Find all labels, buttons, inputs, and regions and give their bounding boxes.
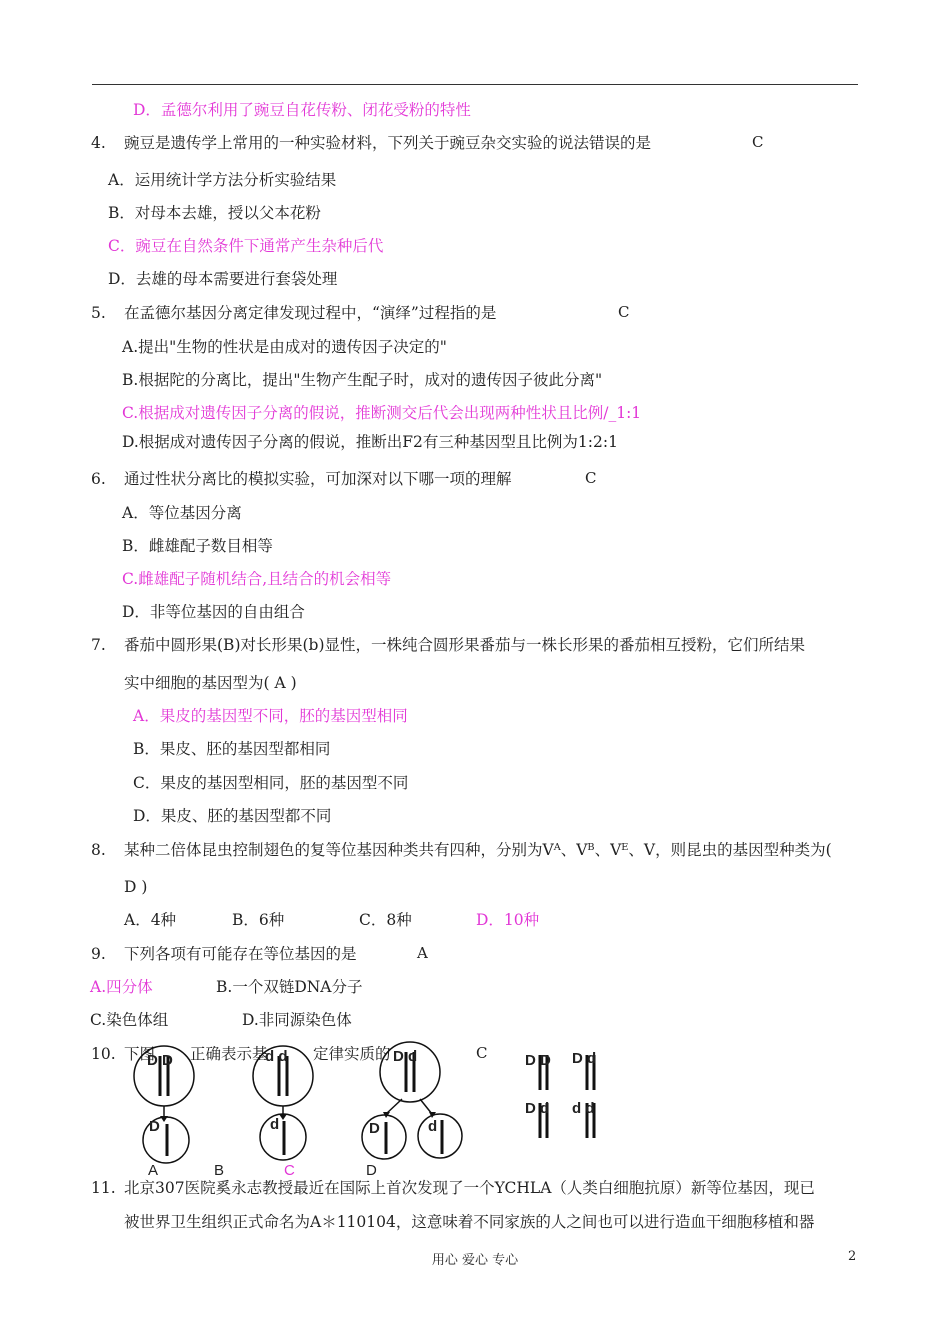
q4-option-c: C．豌豆在自然条件下通常产生杂种后代 <box>108 237 384 255</box>
page-number: 2 <box>848 1249 857 1264</box>
q5-number: 5. <box>91 304 106 322</box>
fig-label-c: C <box>284 1162 295 1179</box>
q9-number: 9. <box>91 945 106 963</box>
q8-number: 8. <box>91 841 106 859</box>
fig-b-parent-genes: d d <box>265 1048 288 1065</box>
q4-option-d: D．去雄的母本需要进行套袋处理 <box>108 270 338 288</box>
q6-option-a: A．等位基因分离 <box>122 504 242 522</box>
q10-number: 10. <box>91 1045 116 1063</box>
page-footer: 用心 爱心 专心 <box>431 1253 519 1268</box>
q9-answer: A <box>417 944 428 962</box>
q7-stem-line1: 番茄中圆形果(B)对长形果(b)显性，一株纯合圆形果番茄与一株长形果的番茄相互授粉，它们所结果 <box>124 636 806 654</box>
q8-option-a: A．4种 <box>124 911 177 929</box>
q8-stem-line1: 某种二倍体昆虫控制翅色的复等位基因种类共有四种，分别为Vᴬ、Vᴮ、Vᴱ、V，则昆虫的基因型种类为( <box>124 841 832 859</box>
q9-option-c: C.染色体组 <box>90 1011 169 1029</box>
q5-option-b: B.根据陀的分离比，提出"生物产生配子时，成对的遗传因子彼此分离" <box>122 371 603 389</box>
q5-answer: C <box>618 303 630 321</box>
q9-option-b: B.一个双链DNA分子 <box>216 978 363 996</box>
q4-option-b: B．对母本去雄，授以父本花粉 <box>108 204 321 222</box>
q4-number: 4. <box>91 134 106 152</box>
q7-option-b: B．果皮、胚的基因型都相同 <box>133 740 331 758</box>
q7-option-a: A．果皮的基因型不同，胚的基因型相同 <box>133 707 408 725</box>
q8-stem-line2: D ) <box>124 878 148 896</box>
q10-stem-part1: 下图 <box>124 1045 156 1063</box>
fig-b-daughter-gene: d <box>270 1116 280 1133</box>
q9-option-d: D.非同源染色体 <box>242 1011 352 1029</box>
fig-a-daughter-gene: D <box>149 1118 160 1135</box>
q6-answer: C <box>585 469 597 487</box>
q6-number: 6. <box>91 470 106 488</box>
q8-option-d: D．10种 <box>476 911 540 929</box>
fig-c-daughter-left-gene: D <box>369 1120 380 1137</box>
q5-option-a: A.提出"生物的性状是由成对的遗传因子决定的" <box>122 338 447 356</box>
q7-stem-line2: 实中细胞的基因型为( A ) <box>124 674 297 692</box>
fig-c-parent-genes: D d <box>393 1048 418 1065</box>
q5-stem: 在孟德尔基因分离定律发现过程中，“演绎”过程指的是 <box>124 304 497 322</box>
fig-a-parent-genes: D D <box>147 1052 173 1069</box>
q11-number: 11. <box>91 1179 116 1197</box>
q6-stem: 通过性状分离比的模拟实验，可加深对以下哪一项的理解 <box>124 470 512 488</box>
fig-d-pair-3: D d <box>525 1100 550 1117</box>
q4-answer: C <box>752 133 764 151</box>
q11-stem-line1: 北京307医院奚永志教授最近在国际上首次发现了一个YCHLA（人类白细胞抗原）新等位基因，现已 <box>124 1179 815 1197</box>
q4-option-a: A．运用统计学方法分析实验结果 <box>108 171 337 189</box>
q8-option-b: B．6种 <box>232 911 285 929</box>
q6-option-d: D．非等位基因的自由组合 <box>122 603 305 621</box>
q10-stem-part3: 定律实质的 <box>313 1045 391 1063</box>
q6-option-b: B．雌雄配子数目相等 <box>122 537 273 555</box>
q7-option-d: D．果皮、胚的基因型都不同 <box>133 807 332 825</box>
fig-c-daughter-right-gene: d <box>428 1118 438 1135</box>
q3-option-d: D．孟德尔利用了豌豆自花传粉、闭花受粉的特性 <box>133 101 471 119</box>
fig-label-d: D <box>366 1162 377 1179</box>
q7-option-c: C．果皮的基因型相同，胚的基因型不同 <box>133 774 409 792</box>
q7-number: 7. <box>91 636 106 654</box>
q6-option-c: C.雌雄配子随机结合,且结合的机会相等 <box>122 570 392 588</box>
fig-d-pair-2: D d <box>572 1050 597 1067</box>
q10-stem-part2: 正确表示基 <box>190 1045 268 1063</box>
q9-stem: 下列各项有可能存在等位基因的是 <box>124 945 357 963</box>
fig-c-daughter-right <box>418 1114 462 1158</box>
fig-d-pair-4: d d <box>572 1100 595 1117</box>
fig-c-arrow-right <box>420 1099 432 1114</box>
q9-option-a: A.四分体 <box>90 978 153 996</box>
q10-answer: C <box>476 1044 488 1062</box>
fig-c-arrow-left <box>386 1099 402 1114</box>
q5-option-c: C.根据成对遗传因子分离的假说，推断测交后代会出现两种性状且比例/_1:1 <box>122 404 642 422</box>
q8-option-c: C．8种 <box>359 911 412 929</box>
q4-stem: 豌豆是遗传学上常用的一种实验材料，下列关于豌豆杂交实验的说法错误的是 <box>124 134 652 152</box>
fig-label-b: B <box>214 1162 225 1179</box>
fig-label-a: A <box>148 1162 159 1179</box>
q11-stem-line2: 被世界卫生组织正式命名为A＊110104，这意味着不同家族的人之间也可以进行造血干细胞移植和器 <box>124 1213 815 1231</box>
fig-d-pair-1: D D <box>525 1052 551 1069</box>
q5-option-d: D.根据成对遗传因子分离的假说，推断出F2有三种基因型且比例为1:2:1 <box>122 433 618 451</box>
